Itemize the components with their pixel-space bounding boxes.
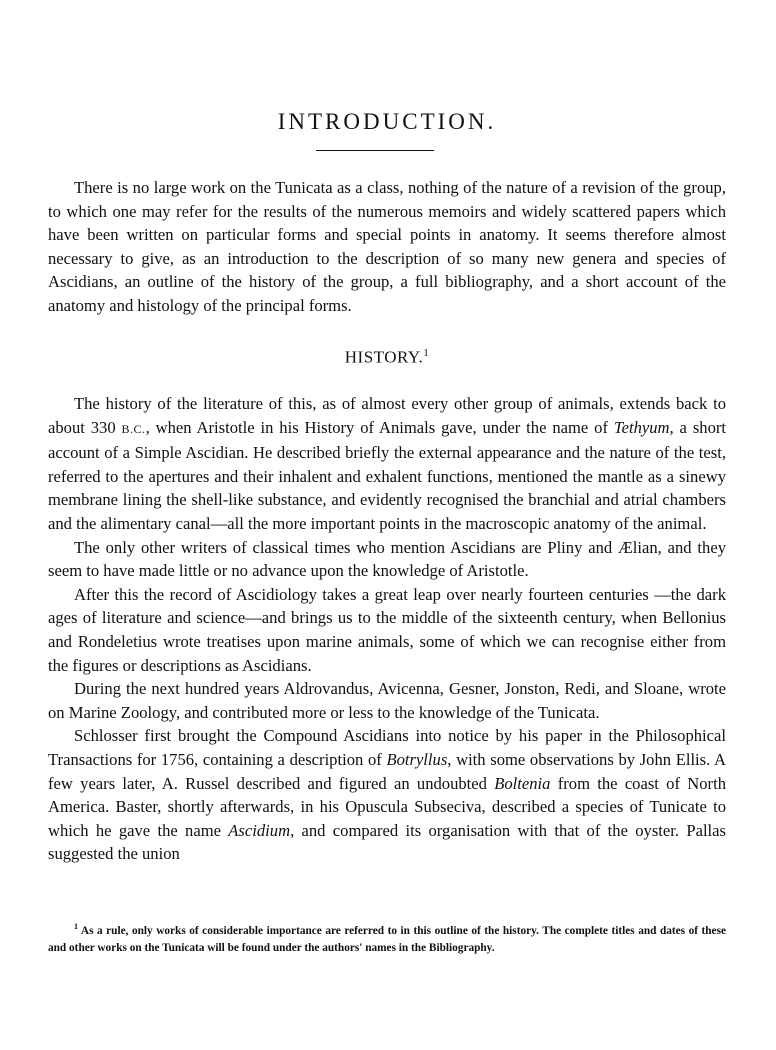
intro-section [48, 176, 726, 318]
footnote-text: As a rule, only works of considerable importance are referred to in this outline of the history. The complete titles and dates of these and other works on the Tunicata will be found under the authors' names in the Bibliography. [48, 924, 726, 954]
footnote-marker: 1 [74, 922, 78, 931]
footnote-ref: 1 [423, 347, 430, 359]
history-paragraph-5 [48, 724, 726, 866]
history-paragraph-4: During the next hundred years Aldrovandus, Avicenna, Gesner, Jonston, Redi, and Sloane, wrote on Marine Zoology, and contributed more or less to the knowledge of the Tunicata. [48, 679, 726, 722]
text-run-small-caps: B.C. [121, 421, 146, 436]
text-run: , with some observations by John Ellis. A few years later, A. Russel described and figured an undoubted [48, 749, 726, 793]
history-section [48, 392, 726, 866]
italic-term-tethyum: Tethyum [613, 417, 670, 437]
history-paragraph-1 [48, 392, 726, 536]
footnote [48, 918, 726, 957]
italic-term-botryllus: Botryllus [386, 749, 448, 769]
history-paragraph-2: The only other writers of classical times who mention Ascidians are Pliny and Ælian, and they seem to have made little or no advance upon the knowledge of Aristotle. [48, 537, 726, 581]
italic-term-boltenia: Boltenia [494, 773, 551, 793]
text-run: Schlosser first brought the Compound Ascidians into notice by his paper in the Philosophical Transactions for 1756, containing a description of [48, 726, 726, 769]
text-run: The history of the literature of this, as of almost every other group of animals, extends back to about 330 [48, 394, 726, 437]
history-heading-text: HISTORY. [344, 347, 424, 367]
text-run: , a short account of a Simple Ascidian. He described briefly the external appearance and the nature of the test, referred to the apertures and their inhalent and exhalent functions, mentioned the mantle as a sinewy membrane lining the shell-like substance, and evidently recognised the branchial and atrial chambers and the alimentary canal—all the more important points in the macroscopic anatomy of the animal. [48, 417, 727, 533]
history-paragraph-3: After this the record of Ascidiology takes a great leap over nearly fourteen centuries —the dark ages of literature and science—and brings us to the middle of the sixteenth century, when Bellonius and Rondeletius wrote treatises upon marine animals, some of which we can recognise either from the figures or descriptions as Ascidians. [48, 584, 726, 675]
title-rule [316, 150, 434, 151]
intro-paragraph: There is no large work on the Tunicata as a class, nothing of the nature of a revision of the group, to which one may refer for the results of the numerous memoirs and widely scattered papers which have been written on particular forms and special points in anatomy. It seems therefore almost necessary to give, as an introduction to the description of so many new genera and species of Ascidians, an outline of the history of the group, a full bibliography, and a short account of the anatomy and histology of the principal forms. [48, 178, 726, 315]
text-run: , when Aristotle in his History of Animals gave, under the name of [145, 417, 614, 437]
footnote-paragraph [48, 918, 726, 957]
italic-term-ascidium: Ascidium [228, 820, 291, 840]
page-title: INTRODUCTION. [277, 109, 497, 135]
text-run: , and compared its organisation with that of the oyster. Pallas suggested the union [48, 820, 726, 864]
history-heading [48, 347, 726, 368]
text-run: from the coast of North America. Baster, shortly afterwards, in his Opuscula Subseciva, described a species of Tunicate to which he gave the name [48, 773, 726, 840]
